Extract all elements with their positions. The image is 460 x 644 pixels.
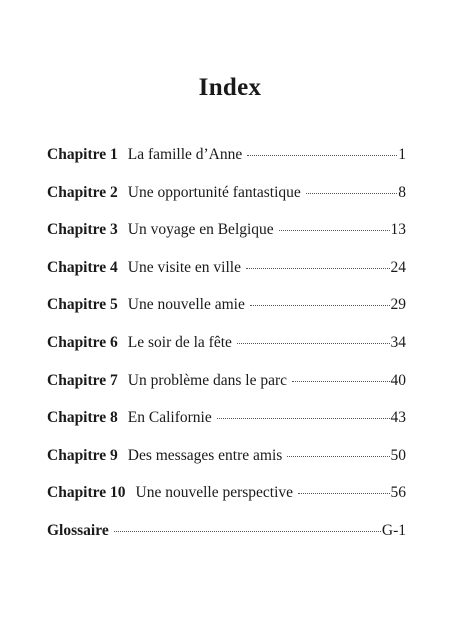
- toc-entry-chapitre-3: [47, 221, 406, 259]
- toc-entry-label: Glossaire: [47, 521, 109, 539]
- dot-leader: [250, 304, 390, 306]
- toc-entry-page: 29: [390, 296, 406, 314]
- toc-entry-chapitre-9: [47, 447, 406, 485]
- dot-leader: [217, 417, 390, 419]
- toc-entry-label: Chapitre 7: [47, 371, 118, 389]
- toc-entry-page: 8: [398, 183, 406, 201]
- toc-entry-title: Des messages entre amis: [127, 446, 283, 464]
- dot-leader: [237, 342, 390, 344]
- toc-entry-label: Chapitre 3: [47, 221, 118, 239]
- toc-entry-page: 13: [390, 221, 406, 239]
- toc-entry-chapitre-5: [47, 296, 406, 334]
- toc-entry-chapitre-1: [47, 146, 406, 184]
- toc-entry-page: 1: [398, 146, 406, 163]
- toc-entry-glossaire: [47, 522, 406, 560]
- toc-entry-title: Le soir de la fête: [127, 333, 232, 351]
- toc-entry-chapitre-7: [47, 372, 406, 410]
- dot-leader: [114, 530, 381, 532]
- toc-entry-label: Chapitre 10: [47, 484, 126, 502]
- dot-leader: [279, 229, 390, 231]
- dot-leader: [298, 492, 389, 494]
- toc-entry-label: Chapitre 6: [47, 333, 118, 351]
- toc-entry-label: Chapitre 2: [47, 183, 118, 201]
- toc-entry-chapitre-2: [47, 184, 406, 222]
- table-of-contents: [47, 146, 406, 560]
- toc-entry-label: Chapitre 9: [47, 446, 118, 464]
- toc-entry-title: Une nouvelle perspective: [135, 484, 294, 502]
- toc-entry-chapitre-4: [47, 259, 406, 297]
- toc-entry-page: G-1: [381, 521, 406, 539]
- toc-entry-title: Une nouvelle amie: [127, 296, 245, 314]
- dot-leader: [287, 455, 389, 457]
- toc-entry-title: La famille d’Anne: [127, 146, 243, 163]
- toc-entry-page: 43: [390, 409, 406, 427]
- toc-entry-title: Une opportunité fantastique: [127, 183, 301, 201]
- dot-leader: [246, 267, 390, 269]
- toc-entry-title: Un voyage en Belgique: [127, 221, 274, 239]
- toc-entry-title: Un problème dans le parc: [127, 371, 288, 389]
- toc-entry-page: 24: [390, 258, 406, 276]
- toc-entry-page: 40: [390, 371, 406, 389]
- toc-entry-label: Chapitre 4: [47, 258, 118, 276]
- toc-entry-title: En Californie: [127, 409, 212, 427]
- dot-leader: [306, 192, 397, 194]
- toc-entry-page: 56: [390, 484, 406, 502]
- toc-entry-label: Chapitre 8: [47, 409, 118, 427]
- toc-entry-label: Chapitre 1: [47, 146, 118, 163]
- toc-entry-page: 34: [390, 333, 406, 351]
- toc-entry-chapitre-8: [47, 409, 406, 447]
- toc-entry-label: Chapitre 5: [47, 296, 118, 314]
- dot-leader: [292, 380, 389, 382]
- toc-entry-title: Une visite en ville: [127, 258, 241, 276]
- toc-entry-page: 50: [390, 446, 406, 464]
- toc-entry-chapitre-10: [47, 484, 406, 522]
- page-title: Index: [198, 74, 262, 101]
- dot-leader: [247, 154, 397, 156]
- toc-entry-chapitre-6: [47, 334, 406, 372]
